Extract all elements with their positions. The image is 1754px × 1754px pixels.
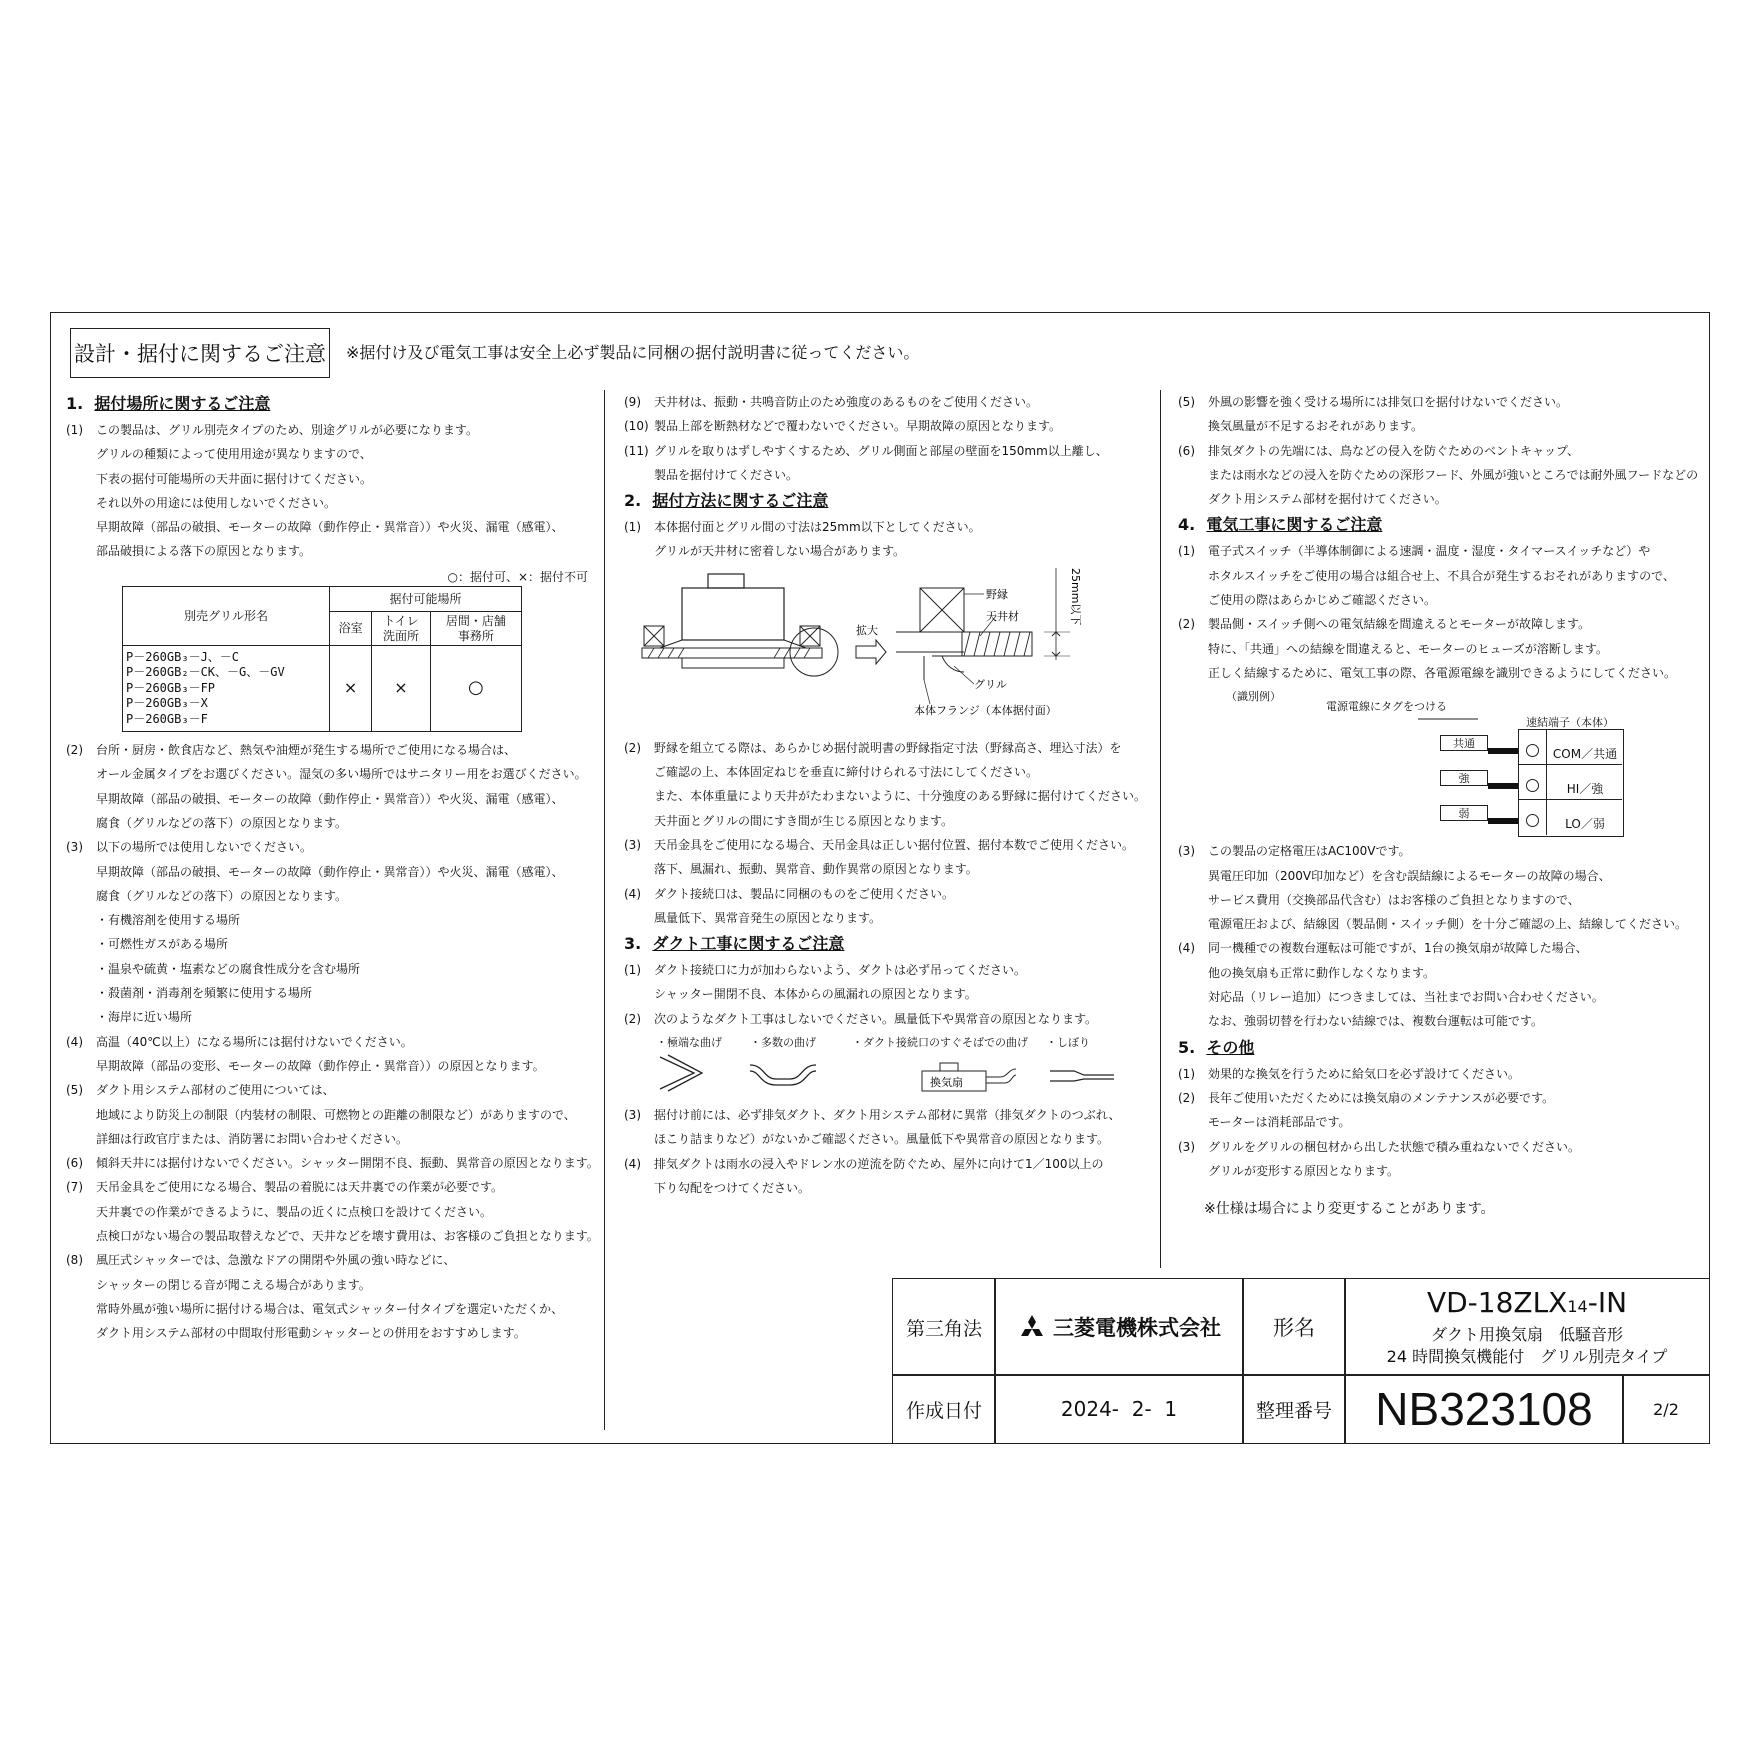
wire-line bbox=[1440, 820, 1490, 821]
note-line: (2) 長年ご使用いただくためには換気扇のメンテナンスが必要です。 bbox=[1178, 1086, 1708, 1110]
item-number: (2) bbox=[624, 740, 641, 755]
note-line: 風量低下、異常音発生の原因となります。 bbox=[654, 910, 882, 925]
grille-model: P－260GB₃－FP bbox=[126, 680, 216, 695]
note-line: 下り勾配をつけてください。 bbox=[654, 1180, 811, 1195]
item-number: (5) bbox=[66, 1083, 83, 1098]
section-4-heading: 4. 電気工事に関するご注意 bbox=[1178, 515, 1383, 535]
note-line: (2) 製品側・スイッチ側への電気結線を間違えるとモーターが故障します。 bbox=[1178, 612, 1708, 636]
wire-tag: 弱 bbox=[1440, 805, 1488, 821]
grille-model: P－260GB₃－J、－C bbox=[126, 649, 240, 664]
note-line: ご使用の際はあらかじめご確認ください。 bbox=[1208, 593, 1437, 608]
item-number: (6) bbox=[1178, 443, 1195, 458]
header-place: 据付可能場所 bbox=[330, 586, 522, 611]
item-number: (3) bbox=[624, 837, 641, 852]
note-line: または雨水などの浸入を防ぐための深形フード、外風が強いところでは耐外風フードなどの bbox=[1208, 467, 1699, 482]
note-line: (9) 天井材は、振動・共鳴音防止のため強度のあるものをご使用ください。 bbox=[624, 390, 1152, 414]
note-line: ・殺菌剤・消毒剤を頻繁に使用する場所 bbox=[96, 986, 313, 1001]
note-line: それ以外の用途には使用しないでください。 bbox=[96, 495, 337, 510]
item-number: (8) bbox=[66, 1253, 83, 1268]
label-flange: 本体フランジ（本体据付面） bbox=[914, 703, 1057, 717]
note-line: なお、強弱切替を行わない結線では、複数台運転は可能です。 bbox=[1208, 1014, 1544, 1029]
terminal-label: HI／強 bbox=[1566, 782, 1604, 797]
spec-note: ※仕様は場合により変更することがあります。 bbox=[1204, 1201, 1495, 1218]
date-label-cell: 作成日付 bbox=[892, 1374, 996, 1444]
label-grill: グリル bbox=[974, 677, 1007, 691]
model-number: VD-18ZLX14-IN bbox=[1426, 1286, 1628, 1319]
wire-tag: 共通 bbox=[1440, 735, 1488, 751]
model-label-cell: 形名 bbox=[1242, 1278, 1346, 1376]
wire-line bbox=[1440, 785, 1490, 786]
note-line: 早期故障（部品の破損、モーターの故障（動作停止・異常音））や火災、漏電（感電）、 bbox=[96, 791, 564, 806]
page-number-cell: 2/2 bbox=[1622, 1374, 1710, 1444]
item-number: (3) bbox=[624, 1108, 641, 1123]
section-1-heading: 1. 据付場所に関するご注意 bbox=[66, 394, 271, 413]
mitsubishi-logo-icon bbox=[1017, 1314, 1047, 1340]
note-line: サービス費用（交換部品代含む）はお客様のご負担となりますので、 bbox=[1208, 892, 1580, 907]
wire-line bbox=[1440, 750, 1490, 751]
column-divider bbox=[604, 390, 605, 1430]
note-line: 詳細は行政官庁または、消防署にお問い合わせください。 bbox=[96, 1131, 409, 1146]
note-line: ほこり詰まりなど）がないかご確認ください。風量低下や異常音の原因となります。 bbox=[654, 1132, 1110, 1147]
note-line: 早期故障（部品の変形、モーターの故障（動作停止・異常音））の原因となります。 bbox=[96, 1058, 545, 1073]
item-number: (5) bbox=[1178, 395, 1195, 409]
item-number: (4) bbox=[66, 1034, 83, 1049]
grille-table: 別売グリル形名 据付可能場所 浴室 トイレ 洗面所 居間・店舗 事務所 P－260GB₃－J、－C P－260GB₂－CK、－G、－GV P－260GB₃－FP P－260GB₃－X P－260GB₃－F × × ○ bbox=[122, 586, 522, 732]
note-line: 常時外風が強い場所に据付ける場合は、電気式シャッター付タイプを選定いただくか、 bbox=[96, 1301, 564, 1316]
duct-examples bbox=[624, 1031, 1152, 1103]
note-line: (1) 効果的な換気を行うために給気口を必ず設けてください。 bbox=[1178, 1062, 1708, 1086]
note-line: 対応品（リレー追加）につきましては、当社までお問い合わせください。 bbox=[1208, 990, 1604, 1005]
duct-label-near: ・ダクト接続口のすぐそばでの曲げ bbox=[852, 1036, 1028, 1050]
item-number: (4) bbox=[1178, 941, 1195, 956]
ref-label-cell: 整理番号 bbox=[1242, 1374, 1346, 1444]
duct-drawings bbox=[654, 1051, 1114, 1101]
note-line: (7) 天吊金具をご使用になる場合、製品の着脱には天井裏での作業が必要です。 bbox=[66, 1175, 596, 1199]
item-number: (2) bbox=[66, 743, 83, 758]
note-line: (5) ダクト用システム部材のご使用については、 bbox=[66, 1078, 596, 1102]
label-dimension: 25mm以下 bbox=[1069, 567, 1082, 626]
note-line: シャッターの閉じる音が聞こえる場合があります。 bbox=[96, 1277, 371, 1292]
note-line: (3) この製品の定格電圧はAC100Vです。 bbox=[1178, 839, 1708, 863]
note-line: 腐食（グリルなどの落下）の原因となります。 bbox=[96, 815, 348, 830]
note-line: また、本体重量により天井がたわまないように、十分強度のある野縁に据付けてください。 bbox=[654, 789, 1147, 804]
wiring-terminal-label: 速結端子（本体） bbox=[1526, 716, 1614, 730]
note-line: (4) 同一機種での複数台運転は可能ですが、1台の換気扇が故障した場合、 bbox=[1178, 936, 1708, 960]
item-number: (1) bbox=[1178, 544, 1195, 559]
column-3 bbox=[1178, 390, 1708, 1221]
table-legend: ○：据付可、×：据付不可 bbox=[447, 569, 588, 584]
header-model: 別売グリル形名 bbox=[123, 586, 330, 645]
note-line: 製品を据付けてください。 bbox=[654, 467, 799, 482]
install-notice: ※据付け及び電気工事は安全上必ず製品に同梱の据付説明書に従ってください。 bbox=[346, 343, 920, 362]
duct-label-multiple: ・多数の曲げ bbox=[750, 1036, 816, 1050]
item-number: (3) bbox=[66, 840, 83, 855]
item-number: (2) bbox=[1178, 617, 1195, 632]
wire-tag: 強 bbox=[1440, 770, 1488, 786]
duct-fan-label: 換気扇 bbox=[930, 1076, 963, 1090]
note-line: 換気風量が不足するおそれがあります。 bbox=[1208, 419, 1424, 434]
item-number: (4) bbox=[624, 1156, 641, 1171]
note-line: 落下、風漏れ、振動、異常音、動作異常の原因となります。 bbox=[654, 862, 978, 877]
note-line: (5) 外風の影響を強く受ける場所には排気口を据付けないでください。 bbox=[1178, 390, 1708, 414]
model-list bbox=[123, 646, 330, 732]
column-1 bbox=[66, 390, 599, 1346]
note-line: 正しく結線するために、電気工事の際、各電源電線を識別できるようにしてください。 bbox=[1208, 665, 1677, 680]
terminal-label: COM／共通 bbox=[1552, 747, 1618, 762]
model-description-1: ダクト用換気扇 低騒音形 bbox=[1430, 1325, 1623, 1344]
note-line: ・可燃性ガスがある場所 bbox=[96, 937, 229, 952]
note-line: 腐食（グリルなどの落下）の原因となります。 bbox=[96, 888, 348, 903]
value-toilet: × bbox=[372, 646, 431, 732]
note-line: (1) この製品は、グリル別売タイプのため、別途グリルが必要になります。 bbox=[66, 418, 596, 442]
section-5-heading: 5. その他 bbox=[1178, 1037, 1255, 1057]
note-line: (3) 以下の場所では使用しないでください。 bbox=[66, 835, 596, 859]
item-number: (10) bbox=[624, 419, 649, 434]
note-line: 早期故障（部品の破損、モーターの故障（動作停止・異常音））や火災、漏電（感電）、 bbox=[96, 520, 564, 535]
section-3-heading: 3. ダクト工事に関するご注意 bbox=[624, 934, 845, 954]
item-number: (1) bbox=[66, 423, 83, 437]
title-block bbox=[892, 1278, 1710, 1444]
note-line: (1) 電子式スイッチ（半導体制御による速調・温度・湿度・タイマースイッチなど）や bbox=[1178, 539, 1708, 563]
installation-diagram bbox=[624, 564, 1124, 736]
item-number: (6) bbox=[66, 1156, 83, 1171]
model-cell bbox=[1344, 1278, 1710, 1376]
header-bath: 浴室 bbox=[330, 612, 372, 646]
item-number: (4) bbox=[624, 886, 641, 901]
column-divider bbox=[1160, 390, 1161, 1268]
section-title-box bbox=[70, 328, 330, 378]
note-line: (4) ダクト接続口は、製品に同梱のものをご使用ください。 bbox=[624, 882, 1152, 906]
item-number: (1) bbox=[1178, 1066, 1195, 1081]
column-2 bbox=[624, 390, 1152, 1200]
note-line: ・有機溶剤を使用する場所 bbox=[96, 913, 241, 928]
note-line: (1) 本体据付面とグリル間の寸法は25mm以下としてください。 bbox=[624, 515, 1152, 539]
duct-label-sharp: ・極端な曲げ bbox=[656, 1036, 722, 1050]
label-kakudai: 拡大 bbox=[856, 623, 878, 637]
note-line: グリルが変形する原因となります。 bbox=[1208, 1163, 1400, 1178]
section-title: 設計・据付に関するご注意 bbox=[74, 342, 326, 366]
date-value-cell: 2024- 2- 1 bbox=[994, 1374, 1244, 1444]
note-line: ダクト用システム部材を据付けてください。 bbox=[1208, 492, 1447, 507]
note-line: 部品破損による落下の原因となります。 bbox=[96, 544, 312, 559]
grille-model: P－260GB₂－CK、－G、－GV bbox=[126, 665, 285, 680]
note-line: 特に、「共通」への結線を間違えると、モーターのヒューズが溶断します。 bbox=[1208, 641, 1608, 656]
note-line: 他の換気扇も正常に動作しなくなります。 bbox=[1208, 965, 1436, 980]
wiring-example bbox=[1178, 685, 1708, 835]
note-line: 点検口がない場合の製品取替えなどで、天井などを壊す費用は、お客様のご負担となります。 bbox=[96, 1229, 599, 1244]
note-line: 下表の据付可能場所の天井面に据付けてください。 bbox=[96, 471, 373, 486]
wiring-example-label: （識別例） bbox=[1226, 690, 1281, 704]
ref-number-cell: NB323108 bbox=[1344, 1374, 1624, 1444]
label-tenjo: 天井材 bbox=[986, 609, 1019, 623]
wire-end bbox=[1488, 748, 1518, 754]
item-number: (3) bbox=[1178, 1139, 1195, 1154]
note-line: 異電圧印加（200V印加など）を含む誤結線によるモーターの故障の場合、 bbox=[1208, 868, 1611, 883]
note-line: 早期故障（部品の破損、モーターの故障（動作停止・異常音））や火災、漏電（感電）、 bbox=[96, 864, 564, 879]
grille-model: P－260GB₃－F bbox=[126, 711, 208, 726]
item-number: (2) bbox=[624, 1011, 641, 1026]
note-line: ホタルスイッチをご使用の場合は組合せ上、不具合が発生するおそれがありますので、 bbox=[1208, 568, 1675, 583]
wiring-tag-label: 電源電線にタグをつける bbox=[1326, 700, 1447, 714]
label-nobuchi: 野縁 bbox=[986, 587, 1008, 601]
note-line: (2) 次のようなダクト工事はしないでください。風量低下や異常音の原因となります。 bbox=[624, 1007, 1152, 1031]
model-description-2: 24 時間換気機能付 グリル別売タイプ bbox=[1386, 1347, 1668, 1366]
note-line: (4) 高温（40℃以上）になる場所には据付けないでください。 bbox=[66, 1030, 596, 1054]
note-line: (1) ダクト接続口に力が加わらないよう、ダクトは必ず吊ってください。 bbox=[624, 958, 1152, 982]
note-line: ・温泉や硫黄・塩素などの腐食性成分を含む場所 bbox=[96, 961, 361, 976]
note-line: ・海岸に近い場所 bbox=[96, 1010, 193, 1025]
note-line: オール金属タイプをお選びください。湿気の多い場所ではサニタリー用をお選びください。 bbox=[96, 767, 587, 782]
item-number: (2) bbox=[1178, 1090, 1195, 1105]
note-line: グリルが天井材に密着しない場合があります。 bbox=[654, 544, 906, 559]
value-bath: × bbox=[330, 646, 372, 732]
note-line: (6) 排気ダクトの先端には、鳥などの侵入を防ぐためのベントキャップ、 bbox=[1178, 439, 1708, 463]
note-line: (6) 傾斜天井には据付けないでください。シャッター開閉不良、振動、異常音の原因となります。 bbox=[66, 1151, 596, 1175]
item-number: (9) bbox=[624, 395, 641, 409]
note-line: (3) グリルをグリルの梱包材から出した状態で積み重ねないでください。 bbox=[1178, 1135, 1708, 1159]
duct-label-narrow: ・しぼり bbox=[1046, 1036, 1090, 1050]
terminal-label: LO／弱 bbox=[1565, 817, 1605, 832]
note-line: 電源電圧および、結線図（製品側・スイッチ側）を十分ご確認の上、結線してください。 bbox=[1208, 917, 1688, 932]
note-line: シャッター開閉不良、本体からの風漏れの原因となります。 bbox=[654, 987, 977, 1002]
note-line: ご確認の上、本体固定ねじを垂直に締付けられる寸法にしてください。 bbox=[654, 765, 1039, 780]
section-2-heading: 2. 据付方法に関するご注意 bbox=[624, 491, 829, 511]
note-line: (2) 台所・厨房・飲食店など、熱気や油煙が発生する場所でご使用になる場合は、 bbox=[66, 738, 596, 762]
company-cell: 三菱電機株式会社 bbox=[994, 1278, 1244, 1376]
item-number: (1) bbox=[624, 963, 641, 978]
item-number: (1) bbox=[624, 520, 641, 535]
item-number: (7) bbox=[66, 1180, 83, 1195]
note-line: モーターは消耗部品です。 bbox=[1208, 1115, 1351, 1130]
note-line: 天井面とグリルの間にすき間が生じる原因となります。 bbox=[654, 813, 954, 828]
note-line: (10) 製品上部を断熱材などで覆わないでください。早期故障の原因となります。 bbox=[624, 414, 1152, 438]
note-line: グリルの種類によって使用用途が異なりますので、 bbox=[96, 447, 372, 462]
value-living: ○ bbox=[430, 646, 521, 732]
wire-end bbox=[1488, 783, 1518, 789]
note-line: (2) 野縁を組立てる際は、あらかじめ据付説明書の野縁指定寸法（野縁高さ、埋込寸法）を bbox=[624, 736, 1152, 760]
note-line: (4) 排気ダクトは雨水の浸入やドレン水の逆流を防ぐため、屋外に向けて1／100以上の bbox=[624, 1152, 1152, 1176]
note-line: 地域により防災上の制限（内装材の制限、可燃物との距離の制限など）がありますので、 bbox=[96, 1107, 576, 1122]
note-line: (3) 据付け前には、必ず排気ダクト、ダクト用システム部材に異常（排気ダクトのつぶれ、 bbox=[624, 1103, 1152, 1127]
item-number: (11) bbox=[624, 443, 649, 458]
note-line: ダクト用システム部材の中間取付形電動シャッターとの併用をおすすめします。 bbox=[96, 1326, 526, 1341]
item-number: (3) bbox=[1178, 844, 1195, 859]
grille-model: P－260GB₃－X bbox=[126, 696, 208, 711]
note-line: (3) 天吊金具をご使用になる場合、天吊金具は正しい据付位置、据付本数でご使用ください。 bbox=[624, 833, 1152, 857]
wire-end bbox=[1488, 818, 1518, 824]
note-line: 天井裏での作業ができるように、製品の近くに点検口を設けてください。 bbox=[96, 1204, 493, 1219]
note-line: (8) 風圧式シャッターでは、急激なドアの開閉や外風の強い時などに、 bbox=[66, 1248, 596, 1272]
projection-cell: 第三角法 bbox=[892, 1278, 996, 1376]
note-line: (11) グリルを取りはずしやすくするため、グリル側面と部屋の壁面を150mm以上離し、 bbox=[624, 439, 1152, 463]
